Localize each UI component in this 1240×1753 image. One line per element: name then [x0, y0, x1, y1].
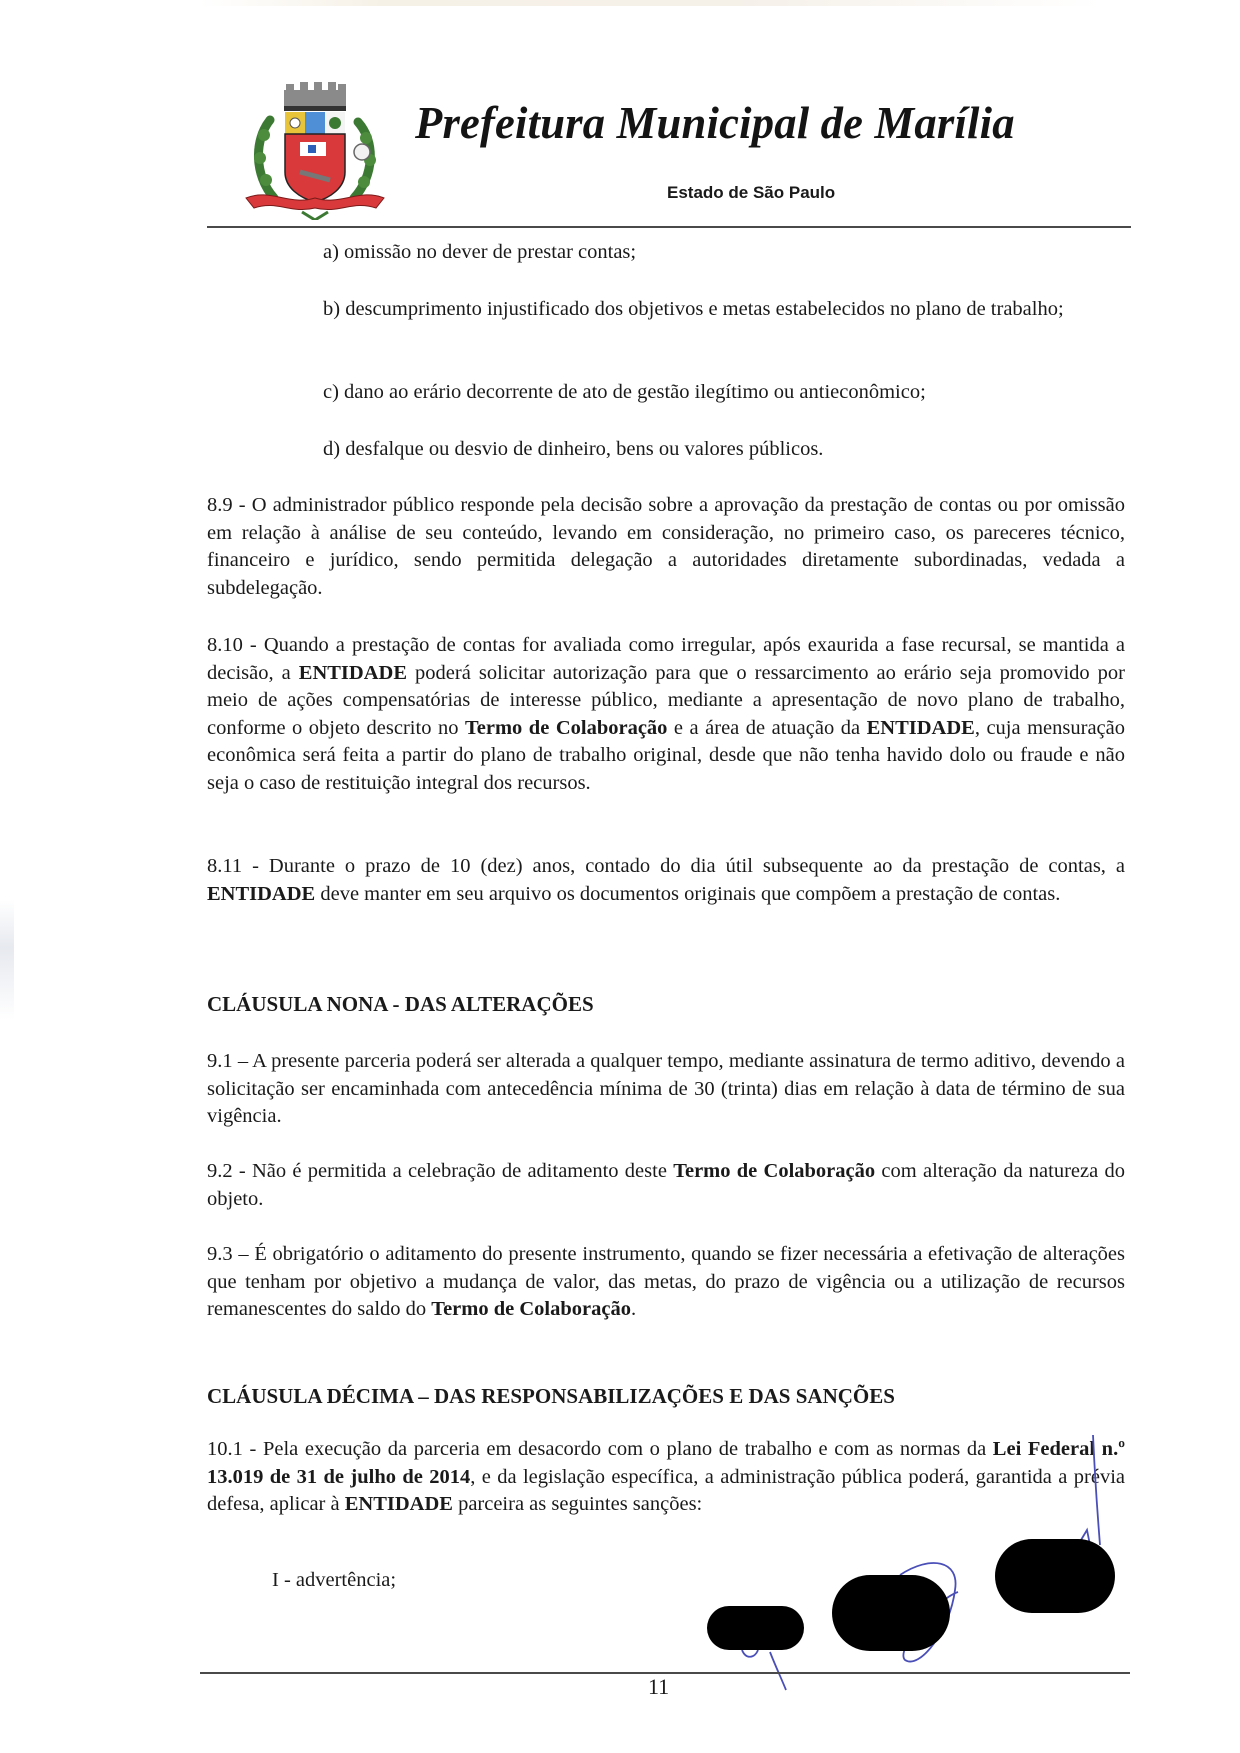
list-item: b) descumprimento injustificado dos objetivos e metas estabelecidos no plano de trabalho; — [323, 298, 1064, 320]
clause-text: 9.2 - Não é permitida a celebração de aditamento deste — [207, 1160, 674, 1182]
clause-text: 9.3 – É obrigatório o aditamento do presente instrumento, quando se fizer necessária a efetivação de alterações que tenham por objetivo a mudança de valor, das metas, do prazo de vigência ou a utilização de recursos remanescentes do saldo do — [207, 1243, 1125, 1320]
redaction-mark — [832, 1575, 950, 1651]
bold-term: ENTIDADE — [207, 882, 316, 905]
sanction-item: I - advertência; — [272, 1569, 397, 1591]
clause-text: , e da legislação específica, a administração pública poderá, garantida a prévia defesa, aplicar à — [207, 1465, 1125, 1515]
redaction-mark — [707, 1606, 804, 1650]
clause-text: 8.11 - Durante o prazo de 10 (dez) anos, contado do dia útil subsequente ao da prestação de contas, a — [207, 855, 1125, 877]
letterhead — [0, 0, 1240, 232]
bold-term: ENTIDADE — [866, 716, 975, 739]
bold-term: ENTIDADE — [344, 1493, 453, 1515]
header-subtitle: Estado de São Paulo — [667, 183, 836, 202]
signature-stroke — [742, 1650, 786, 1690]
municipal-coat-of-arms-icon — [240, 80, 390, 220]
clause-9-3 — [207, 1241, 1125, 1324]
clause-8-10 — [207, 632, 1125, 797]
clause-9-1: 9.1 – A presente parceria poderá ser alterada a qualquer tempo, mediante assinatura de termo aditivo, devendo a solicitação ser encaminhada com antecedência mínima de 30 (trinta) dias em relação à data de término de sua vigência. — [207, 1050, 1125, 1127]
clause-text: 8.10 - Quando a prestação de contas for avaliada como irregular, após exaurida a fase recursal, se mantida a decisão, a — [207, 634, 1125, 684]
clause-9-2 — [207, 1158, 1125, 1213]
bold-term: Termo de Colaboração — [464, 716, 668, 739]
scan-artifact-left — [0, 900, 14, 1020]
section-heading-decima: CLÁUSULA DÉCIMA – DAS RESPONSABILIZAÇÕES E DAS SANÇÕES — [207, 1384, 895, 1408]
bold-term: Lei Federal n.º 13.019 de 31 de julho de 2014 — [207, 1438, 1125, 1488]
clause-text: , cuja mensuração econômica será feita a partir do plano de trabalho original, desde que não tenha havido dolo ou fraude e não seja o caso de restituição integral dos recursos. — [207, 716, 1125, 794]
clause-8-9: 8.9 - O administrador público responde pela decisão sobre a aprovação da prestação de contas ou por omissão em relação à análise de seu conteúdo, levando em consideração, no primeiro caso, os pareceres técnico, financeiro e jurídico, sendo permitida delegação a autoridades diretamente subordinadas, vedada a subdelegação. — [207, 494, 1125, 599]
clause-10-1 — [207, 1436, 1125, 1519]
clause-text: . — [630, 1298, 637, 1320]
page-number: 11 — [648, 1674, 670, 1699]
header-divider — [207, 226, 1131, 228]
bold-term: ENTIDADE — [298, 661, 407, 684]
bold-term: Termo de Colaboração — [431, 1298, 631, 1320]
list-item: a) omissão no dever de prestar contas; — [323, 241, 637, 263]
redaction-mark — [995, 1539, 1115, 1613]
clause-text: poderá solicitar autorização para que o ressarcimento ao erário seja promovido por meio de ações compensatórias de interesse público, mediante a apresentação de novo plano de trabalho, conforme o objeto descrito no — [207, 661, 1126, 739]
clause-text: deve manter em seu arquivo os documentos originais que compõem a prestação de contas. — [315, 882, 1061, 905]
bold-term: Termo de Colaboração — [673, 1160, 876, 1182]
section-heading-nona: CLÁUSULA NONA - DAS ALTERAÇÕES — [207, 992, 594, 1016]
clause-text: parceira as seguintes sanções: — [452, 1493, 703, 1515]
clause-8-11 — [207, 853, 1125, 908]
list-item: c) dano ao erário decorrente de ato de gestão ilegítimo ou antieconômico; — [323, 381, 926, 403]
clause-text: 10.1 - Pela execução da parceria em desacordo com o plano de trabalho e com as normas da — [207, 1438, 993, 1460]
clause-text: com alteração da natureza do objeto. — [207, 1160, 1125, 1210]
clause-text: e a área de atuação da — [667, 716, 867, 739]
header-title: Prefeitura Municipal de Marília — [415, 97, 1015, 148]
list-item: d) desfalque ou desvio de dinheiro, bens ou valores públicos. — [323, 438, 824, 460]
